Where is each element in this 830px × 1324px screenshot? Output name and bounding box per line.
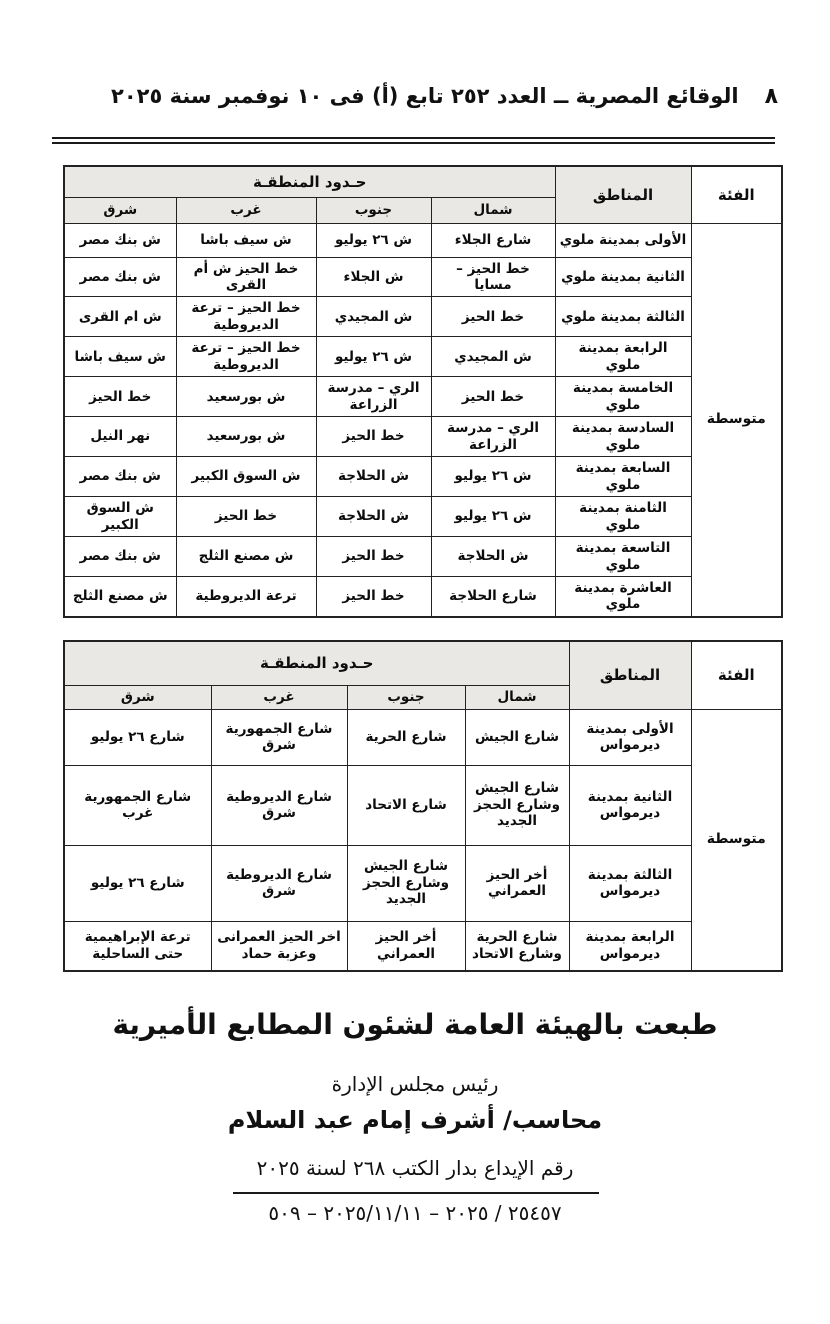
east-cell: شارع الجمهورية غرب — [64, 765, 211, 845]
south-cell: شارع الجيش وشارع الحجز الجديد — [347, 845, 465, 921]
east-cell: ترعة الإبراهيمية حتى الساحلية — [64, 921, 211, 971]
south-cell: أخر الحيز العمراني — [347, 921, 465, 971]
east-header: شرق — [64, 197, 176, 223]
south-cell: شارع الحرية — [347, 709, 465, 765]
east-cell: نهر النيل — [64, 417, 176, 457]
area-cell: التاسعة بمدينة ملوي — [555, 537, 691, 577]
area-cell: السابعة بمدينة ملوي — [555, 457, 691, 497]
area-cell: الثالثة بمدينة ديرمواس — [569, 845, 691, 921]
east-cell: ش مصنع الثلج — [64, 577, 176, 617]
footer-rule — [233, 1192, 599, 1194]
boundaries-table-deirmawas — [63, 640, 783, 972]
east-cell: شارع ٢٦ يوليو — [64, 845, 211, 921]
area-cell: الأولى بمدينة ديرمواس — [569, 709, 691, 765]
south-cell: ش المجيدي — [316, 297, 431, 337]
west-cell: خط الحيز ش أم القرى — [176, 257, 316, 297]
printed-by-line: طبعت بالهيئة العامة لشئون المطابع الأميرية — [112, 1008, 718, 1041]
east-cell: خط الحيز — [64, 377, 176, 417]
west-cell: ش سيف باشا — [176, 223, 316, 257]
table-row — [64, 537, 782, 577]
west-header: غرب — [176, 197, 316, 223]
west-cell: خط الحيز – ترعة الديروطية — [176, 337, 316, 377]
boundaries-header: حـدود المنطقـة — [64, 641, 569, 685]
north-cell: أخر الحيز العمراني — [465, 845, 569, 921]
table-row — [64, 377, 782, 417]
south-cell: خط الحيز — [316, 417, 431, 457]
north-cell: ش ٢٦ يوليو — [431, 497, 555, 537]
table-body — [64, 709, 782, 971]
south-cell: ش الحلاجة — [316, 457, 431, 497]
north-cell: خط الحيز — [431, 297, 555, 337]
category-header: الفئة — [691, 166, 782, 223]
deposit-number: رقم الإيداع بدار الكتب ٢٦٨ لسنة ٢٠٢٥ — [256, 1156, 574, 1180]
table-row — [64, 709, 782, 765]
east-cell: ش بنك مصر — [64, 223, 176, 257]
table-row — [64, 297, 782, 337]
table-row — [64, 921, 782, 971]
area-cell: الرابعة بمدينة ديرمواس — [569, 921, 691, 971]
category-header: الفئة — [691, 641, 782, 709]
table-row — [64, 223, 782, 257]
east-header: شرق — [64, 685, 211, 709]
north-cell: خط الحيز — [431, 377, 555, 417]
south-cell: خط الحيز — [316, 537, 431, 577]
areas-header: المناطق — [555, 166, 691, 223]
category-cell: متوسطة — [691, 223, 782, 617]
east-cell: شارع ٢٦ يوليو — [64, 709, 211, 765]
east-cell: ش بنك مصر — [64, 537, 176, 577]
chairman-name: محاسب/ أشرف إمام عبد السلام — [227, 1106, 603, 1134]
page-number: ٨ — [764, 84, 778, 109]
table-row — [64, 457, 782, 497]
west-cell: خط الحيز — [176, 497, 316, 537]
table-head — [64, 166, 782, 223]
area-cell: الثانية بمدينة ديرمواس — [569, 765, 691, 845]
boundaries-header: حـدود المنطقـة — [64, 166, 555, 197]
north-cell: ش ٢٦ يوليو — [431, 457, 555, 497]
south-cell: شارع الاتحاد — [347, 765, 465, 845]
west-cell: شارع الديروطية شرق — [211, 845, 347, 921]
area-cell: الخامسة بمدينة ملوي — [555, 377, 691, 417]
east-cell: ش ام القرى — [64, 297, 176, 337]
north-header: شمال — [465, 685, 569, 709]
west-cell: ترعة الديروطية — [176, 577, 316, 617]
south-header: جنوب — [347, 685, 465, 709]
south-cell: ش ٢٦ يوليو — [316, 337, 431, 377]
east-cell: ش سيف باشا — [64, 337, 176, 377]
area-cell: العاشرة بمدينة ملوي — [555, 577, 691, 617]
category-cell: متوسطة — [691, 709, 782, 971]
table-row — [64, 765, 782, 845]
table-row — [64, 497, 782, 537]
west-cell: شارع الديروطية شرق — [211, 765, 347, 845]
west-cell: خط الحيز – ترعة الديروطية — [176, 297, 316, 337]
header-double-rule — [52, 137, 775, 144]
south-header: جنوب — [316, 197, 431, 223]
south-cell: ش الجلاء — [316, 257, 431, 297]
gazette-title: الوقائع المصرية ــ العدد ٢٥٢ تابع (أ) فى ١٠ نوفمبر سنة ٢٠٢٥ — [111, 84, 739, 108]
area-cell: الثانية بمدينة ملوي — [555, 257, 691, 297]
east-cell: ش بنك مصر — [64, 257, 176, 297]
area-cell: الرابعة بمدينة ملوي — [555, 337, 691, 377]
area-cell: الثالثة بمدينة ملوي — [555, 297, 691, 337]
west-cell: شارع الجمهورية شرق — [211, 709, 347, 765]
print-code: ٢٥٤٥٧ / ٢٠٢٥ – ٢٠٢٥/١١/١١ – ٥٠٩ — [268, 1201, 562, 1225]
table-row — [64, 845, 782, 921]
area-cell: السادسة بمدينة ملوي — [555, 417, 691, 457]
north-cell: ش الحلاجة — [431, 537, 555, 577]
south-cell: الري – مدرسة الزراعة — [316, 377, 431, 417]
south-cell: ش الحلاجة — [316, 497, 431, 537]
north-cell: شارع الحرية وشارع الاتحاد — [465, 921, 569, 971]
north-cell: شارع الحلاجة — [431, 577, 555, 617]
table-row — [64, 257, 782, 297]
north-header: شمال — [431, 197, 555, 223]
table-body — [64, 223, 782, 617]
east-cell: ش بنك مصر — [64, 457, 176, 497]
table-head — [64, 641, 782, 709]
east-cell: ش السوق الكبير — [64, 497, 176, 537]
west-header: غرب — [211, 685, 347, 709]
page-header — [40, 84, 778, 109]
south-cell: ش ٢٦ يوليو — [316, 223, 431, 257]
chairman-title: رئيس مجلس الإدارة — [331, 1072, 499, 1096]
west-cell: ش السوق الكبير — [176, 457, 316, 497]
table-row — [64, 417, 782, 457]
north-cell: شارع الجيش وشارع الحجز الجديد — [465, 765, 569, 845]
south-cell: خط الحيز — [316, 577, 431, 617]
west-cell: ش بورسعيد — [176, 417, 316, 457]
areas-header: المناطق — [569, 641, 691, 709]
west-cell: ش مصنع الثلج — [176, 537, 316, 577]
table-row — [64, 337, 782, 377]
area-cell: الثامنة بمدينة ملوي — [555, 497, 691, 537]
north-cell: شارع الجلاء — [431, 223, 555, 257]
west-cell: اخر الحيز العمرانى وعزبة حماد — [211, 921, 347, 971]
north-cell: ش المجيدي — [431, 337, 555, 377]
boundaries-table-malawi — [63, 165, 783, 618]
north-cell: خط الحيز – مسايا — [431, 257, 555, 297]
west-cell: ش بورسعيد — [176, 377, 316, 417]
north-cell: شارع الجيش — [465, 709, 569, 765]
table-row — [64, 577, 782, 617]
north-cell: الري – مدرسة الزراعة — [431, 417, 555, 457]
area-cell: الأولى بمدينة ملوي — [555, 223, 691, 257]
